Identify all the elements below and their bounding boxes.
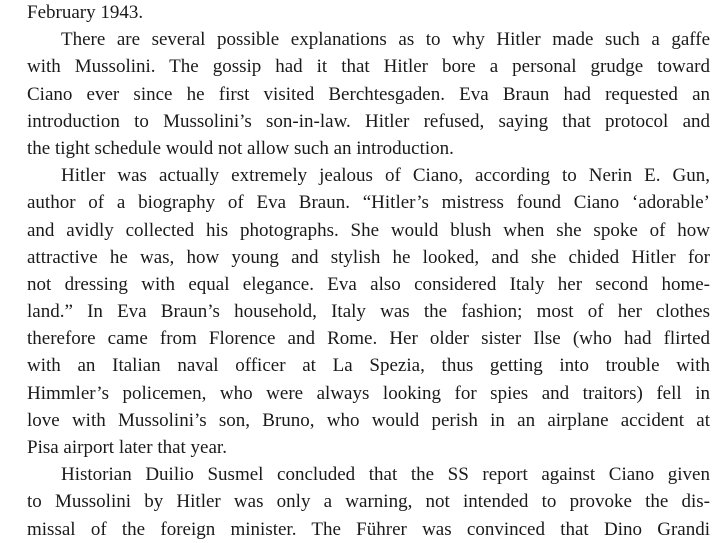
text-line: February 1943. <box>27 2 144 23</box>
text-line: to Mussolini by Hitler was only a warning, not intended to provoke the dis- <box>27 491 710 513</box>
text-line: land.” In Eva Braun’s household, Italy was the fashion; most of her clothes <box>27 301 710 323</box>
text-line: not dressing with equal elegance. Eva also considered Italy her second home- <box>27 273 710 295</box>
text-line: the tight schedule would not allow such an introduction. <box>27 137 454 159</box>
text-line: with an Italian naval officer at La Spezia, thus getting into trouble with <box>27 355 710 377</box>
text-line: Ciano ever since he first visited Berchtesgaden. Eva Braun had requested an <box>27 83 710 105</box>
text-line: author of a biography of Eva Braun. “Hitler’s mistress found Ciano ‘adorable’ <box>27 192 710 214</box>
paragraph-first-line: There are several possible explanations as to why Hitler made such a gaffe <box>61 29 710 51</box>
book-page-text <box>27 0 710 543</box>
text-line: introduction to Mussolini’s son-in-law. Hitler refused, saying that protocol and <box>27 110 710 132</box>
text-line: love with Mussolini’s son, Bruno, who would perish in an airplane accident at <box>27 409 710 431</box>
text-line: missal of the foreign minister. The Führer was convinced that Dino Grandi <box>27 518 710 540</box>
text-line: attractive he was, how young and stylish he looked, and she chided Hitler for <box>27 246 710 268</box>
text-line: Himmler’s policemen, who were always looking for spies and traitors) fell in <box>27 382 710 404</box>
text-line: Pisa airport later that year. <box>27 437 227 458</box>
text-line: with Mussolini. The gossip had it that Hitler bore a personal grudge toward <box>27 56 710 78</box>
paragraph-first-line: Hitler was actually extremely jealous of Ciano, according to Nerin E. Gun, <box>61 165 710 187</box>
text-line: therefore came from Florence and Rome. Her older sister Ilse (who had flirted <box>27 328 710 350</box>
paragraph-first-line: Historian Duilio Susmel concluded that the SS report against Ciano given <box>61 464 710 486</box>
text-line: and avidly collected his photographs. She would blush when she spoke of how <box>27 219 710 241</box>
